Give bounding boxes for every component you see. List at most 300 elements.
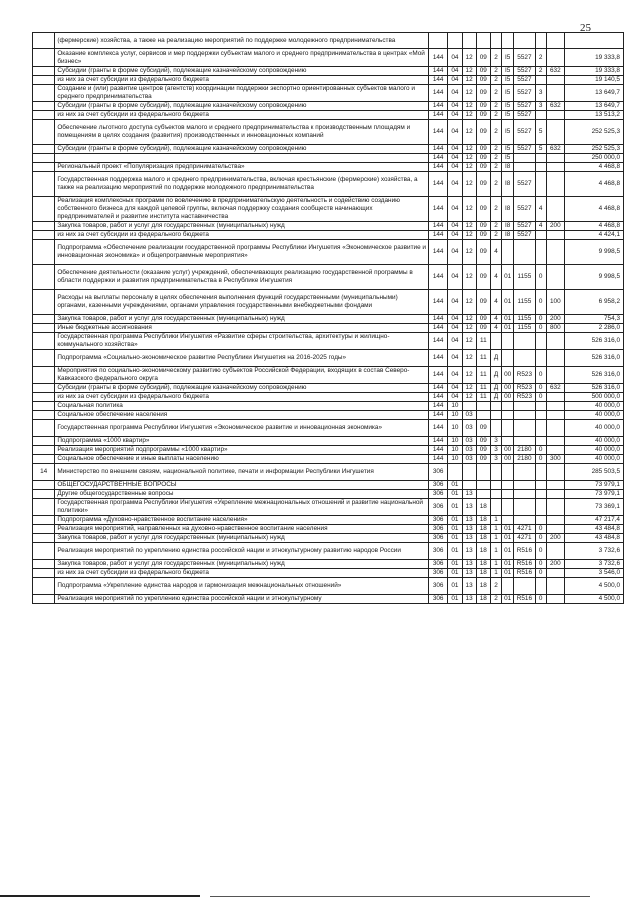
- row-number-cell: [33, 163, 55, 172]
- table-row: [33, 49, 624, 67]
- code-cell-c9: [546, 172, 564, 197]
- amount-cell: 13 649,7: [564, 102, 623, 111]
- code-cell-c6: I8: [502, 197, 514, 222]
- table-row: [33, 197, 624, 222]
- code-cell-c5: 2: [490, 76, 501, 85]
- item-name-cell: (фермерские) хозяйства, а также на реализацию мероприятий по поддержке молодежного предпринимательства: [55, 33, 429, 49]
- code-cell-c5: 2: [490, 120, 501, 145]
- code-cell-c2: 10: [448, 446, 462, 455]
- code-cell-c8: [535, 481, 546, 490]
- code-cell-c7: R516: [514, 595, 535, 604]
- item-name-cell: Закупка товаров, работ и услуг для государственных (муниципальных) нужд: [55, 534, 429, 543]
- code-cell-c7: R523: [514, 367, 535, 384]
- code-cell-c8: 2: [535, 49, 546, 67]
- code-cell-c4: 18: [476, 578, 490, 595]
- code-cell-c8: [535, 231, 546, 240]
- code-cell-c3: 03: [462, 411, 476, 420]
- item-name-cell: Оказание комплекса услуг, сервисов и мер поддержки субъектам малого и среднего предпринимательства в центрах «Мой бизнес»: [55, 49, 429, 67]
- code-cell-c3: 03: [462, 437, 476, 446]
- code-cell-c7: 2180: [514, 455, 535, 464]
- row-number-cell: [33, 402, 55, 411]
- amount-cell: 40 000,0: [564, 446, 623, 455]
- code-cell-c6: 01: [502, 595, 514, 604]
- code-cell-c8: 2: [535, 67, 546, 76]
- table-row: [33, 534, 624, 543]
- table-row: [33, 516, 624, 525]
- code-cell-c5: 2: [490, 154, 501, 163]
- code-cell-c9: [546, 231, 564, 240]
- code-cell-c4: 09: [476, 437, 490, 446]
- code-cell-c8: [535, 411, 546, 420]
- table-row: [33, 111, 624, 120]
- code-cell-c8: 0: [535, 560, 546, 569]
- code-cell-c4: 09: [476, 455, 490, 464]
- code-cell-c3: [462, 33, 476, 49]
- item-name-cell: Подпрограмма «Укрепление единства народов и гармонизация межнациональных отношений»: [55, 578, 429, 595]
- amount-cell: 4 468,8: [564, 172, 623, 197]
- table-row: [33, 290, 624, 315]
- code-cell-c5: 3: [490, 446, 501, 455]
- amount-cell: 73 979,1: [564, 490, 623, 499]
- code-cell-c5: 2: [490, 172, 501, 197]
- code-cell-c8: [535, 333, 546, 350]
- code-cell-c9: [546, 525, 564, 534]
- code-cell-c6: [502, 240, 514, 265]
- code-cell-c9: [546, 595, 564, 604]
- code-cell-c8: 0: [535, 534, 546, 543]
- code-cell-c4: 18: [476, 595, 490, 604]
- table-row: [33, 578, 624, 595]
- item-name-cell: Закупка товаров, работ и услуг для государственных (муниципальных) нужд: [55, 560, 429, 569]
- code-cell-c2: 04: [448, 350, 462, 367]
- code-cell-c3: 12: [462, 102, 476, 111]
- amount-cell: 73 369,1: [564, 499, 623, 516]
- code-cell-c9: 632: [546, 67, 564, 76]
- code-cell-c5: 1: [490, 569, 501, 578]
- amount-cell: 4 500,0: [564, 578, 623, 595]
- row-number-cell: [33, 333, 55, 350]
- code-cell-c5: 1: [490, 560, 501, 569]
- item-name-cell: из них за счет субсидии из федерального бюджета: [55, 111, 429, 120]
- code-cell-c6: [502, 578, 514, 595]
- code-cell-c2: 04: [448, 111, 462, 120]
- code-cell-c5: 4: [490, 240, 501, 265]
- code-cell-c2: 04: [448, 265, 462, 290]
- code-cell-c4: 09: [476, 145, 490, 154]
- amount-cell: 9 998,5: [564, 240, 623, 265]
- code-cell-c2: 10: [448, 402, 462, 411]
- code-cell-c8: [535, 163, 546, 172]
- code-cell-c9: 632: [546, 384, 564, 393]
- code-cell-c8: 0: [535, 393, 546, 402]
- item-name-cell: Закупка товаров, работ и услуг для государственных (муниципальных) нужд: [55, 315, 429, 324]
- code-cell-c9: [546, 543, 564, 560]
- code-cell-c8: 5: [535, 120, 546, 145]
- code-cell-c4: [476, 490, 490, 499]
- table-row: [33, 102, 624, 111]
- code-cell-c6: 01: [502, 315, 514, 324]
- code-cell-c9: [546, 367, 564, 384]
- code-cell-c8: [535, 420, 546, 437]
- code-cell-c1: 144: [429, 111, 448, 120]
- item-name-cell: Другие общегосударственные вопросы: [55, 490, 429, 499]
- code-cell-c6: I8: [502, 231, 514, 240]
- table-row: [33, 481, 624, 490]
- code-cell-c4: [476, 402, 490, 411]
- code-cell-c8: [535, 490, 546, 499]
- code-cell-c6: 01: [502, 534, 514, 543]
- code-cell-c6: 01: [502, 543, 514, 560]
- code-cell-c7: [514, 333, 535, 350]
- row-number-cell: [33, 560, 55, 569]
- code-cell-c5: [490, 402, 501, 411]
- code-cell-c5: Д: [490, 367, 501, 384]
- code-cell-c1: 306: [429, 499, 448, 516]
- code-cell-c4: 09: [476, 85, 490, 102]
- code-cell-c1: 144: [429, 315, 448, 324]
- code-cell-c2: 01: [448, 569, 462, 578]
- row-number-cell: [33, 490, 55, 499]
- code-cell-c4: 18: [476, 534, 490, 543]
- item-name-cell: Подпрограмма «Социально-экономическое развитие Республики Ингушетия на 2016-2025 годы»: [55, 350, 429, 367]
- code-cell-c3: 13: [462, 560, 476, 569]
- row-number-cell: [33, 265, 55, 290]
- table-row: [33, 384, 624, 393]
- row-number-cell: [33, 367, 55, 384]
- row-number-cell: [33, 85, 55, 102]
- code-cell-c9: [546, 265, 564, 290]
- item-name-cell: Подпрограмма «Обеспечение реализации государственной программы Республики Ингушетия «Экономическое развитие и инновационная экономика» и общепрограммные мероприятия»: [55, 240, 429, 265]
- amount-cell: 40 000,0: [564, 437, 623, 446]
- code-cell-c1: 144: [429, 197, 448, 222]
- code-cell-c7: [514, 33, 535, 49]
- code-cell-c7: 5527: [514, 222, 535, 231]
- amount-cell: 526 316,0: [564, 384, 623, 393]
- code-cell-c9: 200: [546, 222, 564, 231]
- code-cell-c8: [535, 350, 546, 367]
- code-cell-c8: 0: [535, 315, 546, 324]
- code-cell-c5: 3: [490, 455, 501, 464]
- code-cell-c5: 2: [490, 102, 501, 111]
- code-cell-c1: 144: [429, 163, 448, 172]
- budget-table: [32, 32, 624, 604]
- row-number-cell: [33, 315, 55, 324]
- code-cell-c2: 04: [448, 172, 462, 197]
- code-cell-c3: 12: [462, 350, 476, 367]
- row-number-cell: [33, 290, 55, 315]
- code-cell-c5: 2: [490, 145, 501, 154]
- code-cell-c7: [514, 411, 535, 420]
- code-cell-c1: 144: [429, 333, 448, 350]
- code-cell-c2: 04: [448, 367, 462, 384]
- code-cell-c3: 12: [462, 367, 476, 384]
- code-cell-c5: 2: [490, 222, 501, 231]
- code-cell-c6: I5: [502, 154, 514, 163]
- code-cell-c6: [502, 33, 514, 49]
- code-cell-c5: [490, 333, 501, 350]
- code-cell-c2: 01: [448, 534, 462, 543]
- code-cell-c8: [535, 154, 546, 163]
- page-number: 25: [580, 22, 591, 34]
- code-cell-c2: 04: [448, 333, 462, 350]
- code-cell-c6: 00: [502, 455, 514, 464]
- code-cell-c9: [546, 76, 564, 85]
- code-cell-c1: [429, 33, 448, 49]
- code-cell-c9: 100: [546, 290, 564, 315]
- row-number-cell: [33, 481, 55, 490]
- amount-cell: 19 140,5: [564, 76, 623, 85]
- code-cell-c2: 10: [448, 420, 462, 437]
- code-cell-c8: [535, 33, 546, 49]
- code-cell-c5: Д: [490, 350, 501, 367]
- code-cell-c3: 12: [462, 154, 476, 163]
- code-cell-c5: 4: [490, 265, 501, 290]
- code-cell-c9: [546, 499, 564, 516]
- code-cell-c7: 5527: [514, 111, 535, 120]
- row-number-cell: [33, 499, 55, 516]
- item-name-cell: Государственная программа Республики Ингушетия «Экономическое развитие и инновационная экономика»: [55, 420, 429, 437]
- code-cell-c1: 144: [429, 411, 448, 420]
- table-row: [33, 569, 624, 578]
- table-row: [33, 525, 624, 534]
- code-cell-c2: 04: [448, 290, 462, 315]
- code-cell-c8: [535, 437, 546, 446]
- code-cell-c1: 144: [429, 350, 448, 367]
- code-cell-c2: 01: [448, 499, 462, 516]
- code-cell-c7: [514, 420, 535, 437]
- item-name-cell: Реализация мероприятий подпрограммы «1000 квартир»: [55, 446, 429, 455]
- code-cell-c4: 09: [476, 315, 490, 324]
- code-cell-c7: [514, 464, 535, 481]
- code-cell-c1: 306: [429, 490, 448, 499]
- table-row: [33, 393, 624, 402]
- code-cell-c4: 11: [476, 393, 490, 402]
- code-cell-c1: 144: [429, 222, 448, 231]
- amount-cell: 43 484,8: [564, 525, 623, 534]
- code-cell-c6: I5: [502, 102, 514, 111]
- code-cell-c9: [546, 402, 564, 411]
- item-name-cell: из них за счет субсидии из федерального бюджета: [55, 393, 429, 402]
- code-cell-c2: 01: [448, 490, 462, 499]
- code-cell-c1: 144: [429, 324, 448, 333]
- amount-cell: 6 958,2: [564, 290, 623, 315]
- code-cell-c1: 306: [429, 578, 448, 595]
- code-cell-c9: [546, 437, 564, 446]
- row-number-cell: [33, 516, 55, 525]
- amount-cell: 4 468,8: [564, 197, 623, 222]
- code-cell-c7: R516: [514, 543, 535, 560]
- code-cell-c1: 144: [429, 367, 448, 384]
- code-cell-c1: 144: [429, 231, 448, 240]
- code-cell-c4: 09: [476, 111, 490, 120]
- code-cell-c6: [502, 411, 514, 420]
- bottom-rule: [0, 895, 200, 897]
- code-cell-c7: [514, 499, 535, 516]
- code-cell-c7: 5527: [514, 197, 535, 222]
- item-name-cell: ОБЩЕГОСУДАРСТВЕННЫЕ ВОПРОСЫ: [55, 481, 429, 490]
- code-cell-c7: 1155: [514, 265, 535, 290]
- item-name-cell: Министерство по внешним связям, национальной политике, печати и информации Республики Ингушетия: [55, 464, 429, 481]
- code-cell-c1: 144: [429, 393, 448, 402]
- row-number-cell: [33, 197, 55, 222]
- code-cell-c8: [535, 578, 546, 595]
- code-cell-c4: 11: [476, 367, 490, 384]
- code-cell-c3: 13: [462, 499, 476, 516]
- amount-cell: 13 649,7: [564, 85, 623, 102]
- row-number-cell: [33, 145, 55, 154]
- code-cell-c1: 144: [429, 402, 448, 411]
- code-cell-c5: Д: [490, 384, 501, 393]
- code-cell-c5: [490, 464, 501, 481]
- amount-cell: 4 500,0: [564, 595, 623, 604]
- code-cell-c2: 01: [448, 595, 462, 604]
- code-cell-c1: 144: [429, 455, 448, 464]
- code-cell-c5: [490, 490, 501, 499]
- code-cell-c6: 00: [502, 384, 514, 393]
- code-cell-c6: 01: [502, 265, 514, 290]
- code-cell-c6: I5: [502, 76, 514, 85]
- code-cell-c5: 1: [490, 516, 501, 525]
- row-number-cell: [33, 534, 55, 543]
- code-cell-c2: 04: [448, 231, 462, 240]
- code-cell-c5: [490, 420, 501, 437]
- item-name-cell: Иные бюджетные ассигнования: [55, 324, 429, 333]
- code-cell-c3: 03: [462, 455, 476, 464]
- code-cell-c3: 12: [462, 333, 476, 350]
- code-cell-c8: 0: [535, 324, 546, 333]
- item-name-cell: Реализация комплексных программ по вовлечению в предпринимательскую деятельность и содействию созданию собственного бизнеса для каждой целевой группы, включая поддержку создания сообществ начинающих предпринимателей и развитие института наставничества: [55, 197, 429, 222]
- code-cell-c8: 0: [535, 543, 546, 560]
- item-name-cell: Государственная программа Республики Ингушетия «Развитие сферы строительства, архитектуры и жилищно-коммунального хозяйства»: [55, 333, 429, 350]
- item-name-cell: Реализация мероприятий по укреплению единства российской нации и этнокультурному: [55, 595, 429, 604]
- code-cell-c2: 04: [448, 49, 462, 67]
- code-cell-c1: 144: [429, 437, 448, 446]
- code-cell-c5: 2: [490, 163, 501, 172]
- code-cell-c8: [535, 111, 546, 120]
- code-cell-c5: 2: [490, 85, 501, 102]
- code-cell-c4: 09: [476, 76, 490, 85]
- code-cell-c5: [490, 411, 501, 420]
- code-cell-c3: 13: [462, 516, 476, 525]
- row-number-cell: [33, 76, 55, 85]
- code-cell-c2: 04: [448, 120, 462, 145]
- code-cell-c7: 5527: [514, 85, 535, 102]
- code-cell-c5: Д: [490, 393, 501, 402]
- code-cell-c6: 00: [502, 393, 514, 402]
- code-cell-c8: [535, 76, 546, 85]
- code-cell-c2: 04: [448, 324, 462, 333]
- code-cell-c9: [546, 481, 564, 490]
- code-cell-c9: [546, 393, 564, 402]
- code-cell-c1: 306: [429, 595, 448, 604]
- item-name-cell: Субсидии (гранты в форме субсидий), подлежащие казначейскому сопровождению: [55, 384, 429, 393]
- code-cell-c7: R516: [514, 569, 535, 578]
- code-cell-c9: [546, 569, 564, 578]
- code-cell-c8: [535, 172, 546, 197]
- table-row: [33, 85, 624, 102]
- code-cell-c5: 2: [490, 67, 501, 76]
- table-row: [33, 231, 624, 240]
- item-name-cell: Мероприятия по социально-экономическому развитию субъектов Российской Федерации, входящих в состав Северо-Кавказского федерального округа: [55, 367, 429, 384]
- code-cell-c1: 306: [429, 516, 448, 525]
- item-name-cell: Социальное обеспечение и иные выплаты населению: [55, 455, 429, 464]
- code-cell-c1: 306: [429, 560, 448, 569]
- item-name-cell: Закупка товаров, работ и услуг для государственных (муниципальных) нужд: [55, 222, 429, 231]
- table-row: [33, 420, 624, 437]
- code-cell-c3: 12: [462, 49, 476, 67]
- code-cell-c9: [546, 411, 564, 420]
- code-cell-c6: [502, 499, 514, 516]
- code-cell-c6: I5: [502, 49, 514, 67]
- item-name-cell: Подпрограмма «1000 квартир»: [55, 437, 429, 446]
- code-cell-c9: [546, 85, 564, 102]
- code-cell-c3: 13: [462, 595, 476, 604]
- code-cell-c4: [476, 464, 490, 481]
- code-cell-c2: 04: [448, 163, 462, 172]
- amount-cell: 19 333,8: [564, 49, 623, 67]
- code-cell-c5: 2: [490, 111, 501, 120]
- code-cell-c3: 12: [462, 145, 476, 154]
- code-cell-c3: 12: [462, 222, 476, 231]
- table-row: [33, 560, 624, 569]
- table-row: [33, 315, 624, 324]
- code-cell-c4: 09: [476, 197, 490, 222]
- code-cell-c8: 4: [535, 197, 546, 222]
- row-number-cell: [33, 455, 55, 464]
- code-cell-c9: [546, 111, 564, 120]
- code-cell-c3: 13: [462, 569, 476, 578]
- table-row: [33, 437, 624, 446]
- code-cell-c2: 04: [448, 384, 462, 393]
- code-cell-c8: 0: [535, 525, 546, 534]
- table-row: [33, 333, 624, 350]
- code-cell-c7: 1155: [514, 324, 535, 333]
- code-cell-c4: 11: [476, 333, 490, 350]
- code-cell-c4: 18: [476, 569, 490, 578]
- code-cell-c6: 01: [502, 569, 514, 578]
- row-number-cell: [33, 543, 55, 560]
- code-cell-c1: 144: [429, 290, 448, 315]
- code-cell-c7: [514, 437, 535, 446]
- code-cell-c4: 09: [476, 154, 490, 163]
- table-row: [33, 455, 624, 464]
- code-cell-c4: 18: [476, 560, 490, 569]
- code-cell-c2: 04: [448, 85, 462, 102]
- code-cell-c3: 03: [462, 446, 476, 455]
- code-cell-c4: 18: [476, 525, 490, 534]
- code-cell-c3: 12: [462, 76, 476, 85]
- code-cell-c7: 5527: [514, 76, 535, 85]
- code-cell-c5: 2: [490, 197, 501, 222]
- code-cell-c3: 13: [462, 543, 476, 560]
- code-cell-c1: 144: [429, 420, 448, 437]
- table-row: [33, 222, 624, 231]
- amount-cell: 526 316,0: [564, 367, 623, 384]
- code-cell-c7: [514, 402, 535, 411]
- code-cell-c7: 4271: [514, 534, 535, 543]
- code-cell-c2: 04: [448, 222, 462, 231]
- code-cell-c6: 01: [502, 290, 514, 315]
- code-cell-c7: R523: [514, 393, 535, 402]
- code-cell-c9: [546, 163, 564, 172]
- amount-cell: 4 468,8: [564, 163, 623, 172]
- code-cell-c3: 12: [462, 85, 476, 102]
- code-cell-c1: 144: [429, 172, 448, 197]
- code-cell-c4: 18: [476, 543, 490, 560]
- table-row: [33, 265, 624, 290]
- table-row: [33, 33, 624, 49]
- code-cell-c1: 144: [429, 154, 448, 163]
